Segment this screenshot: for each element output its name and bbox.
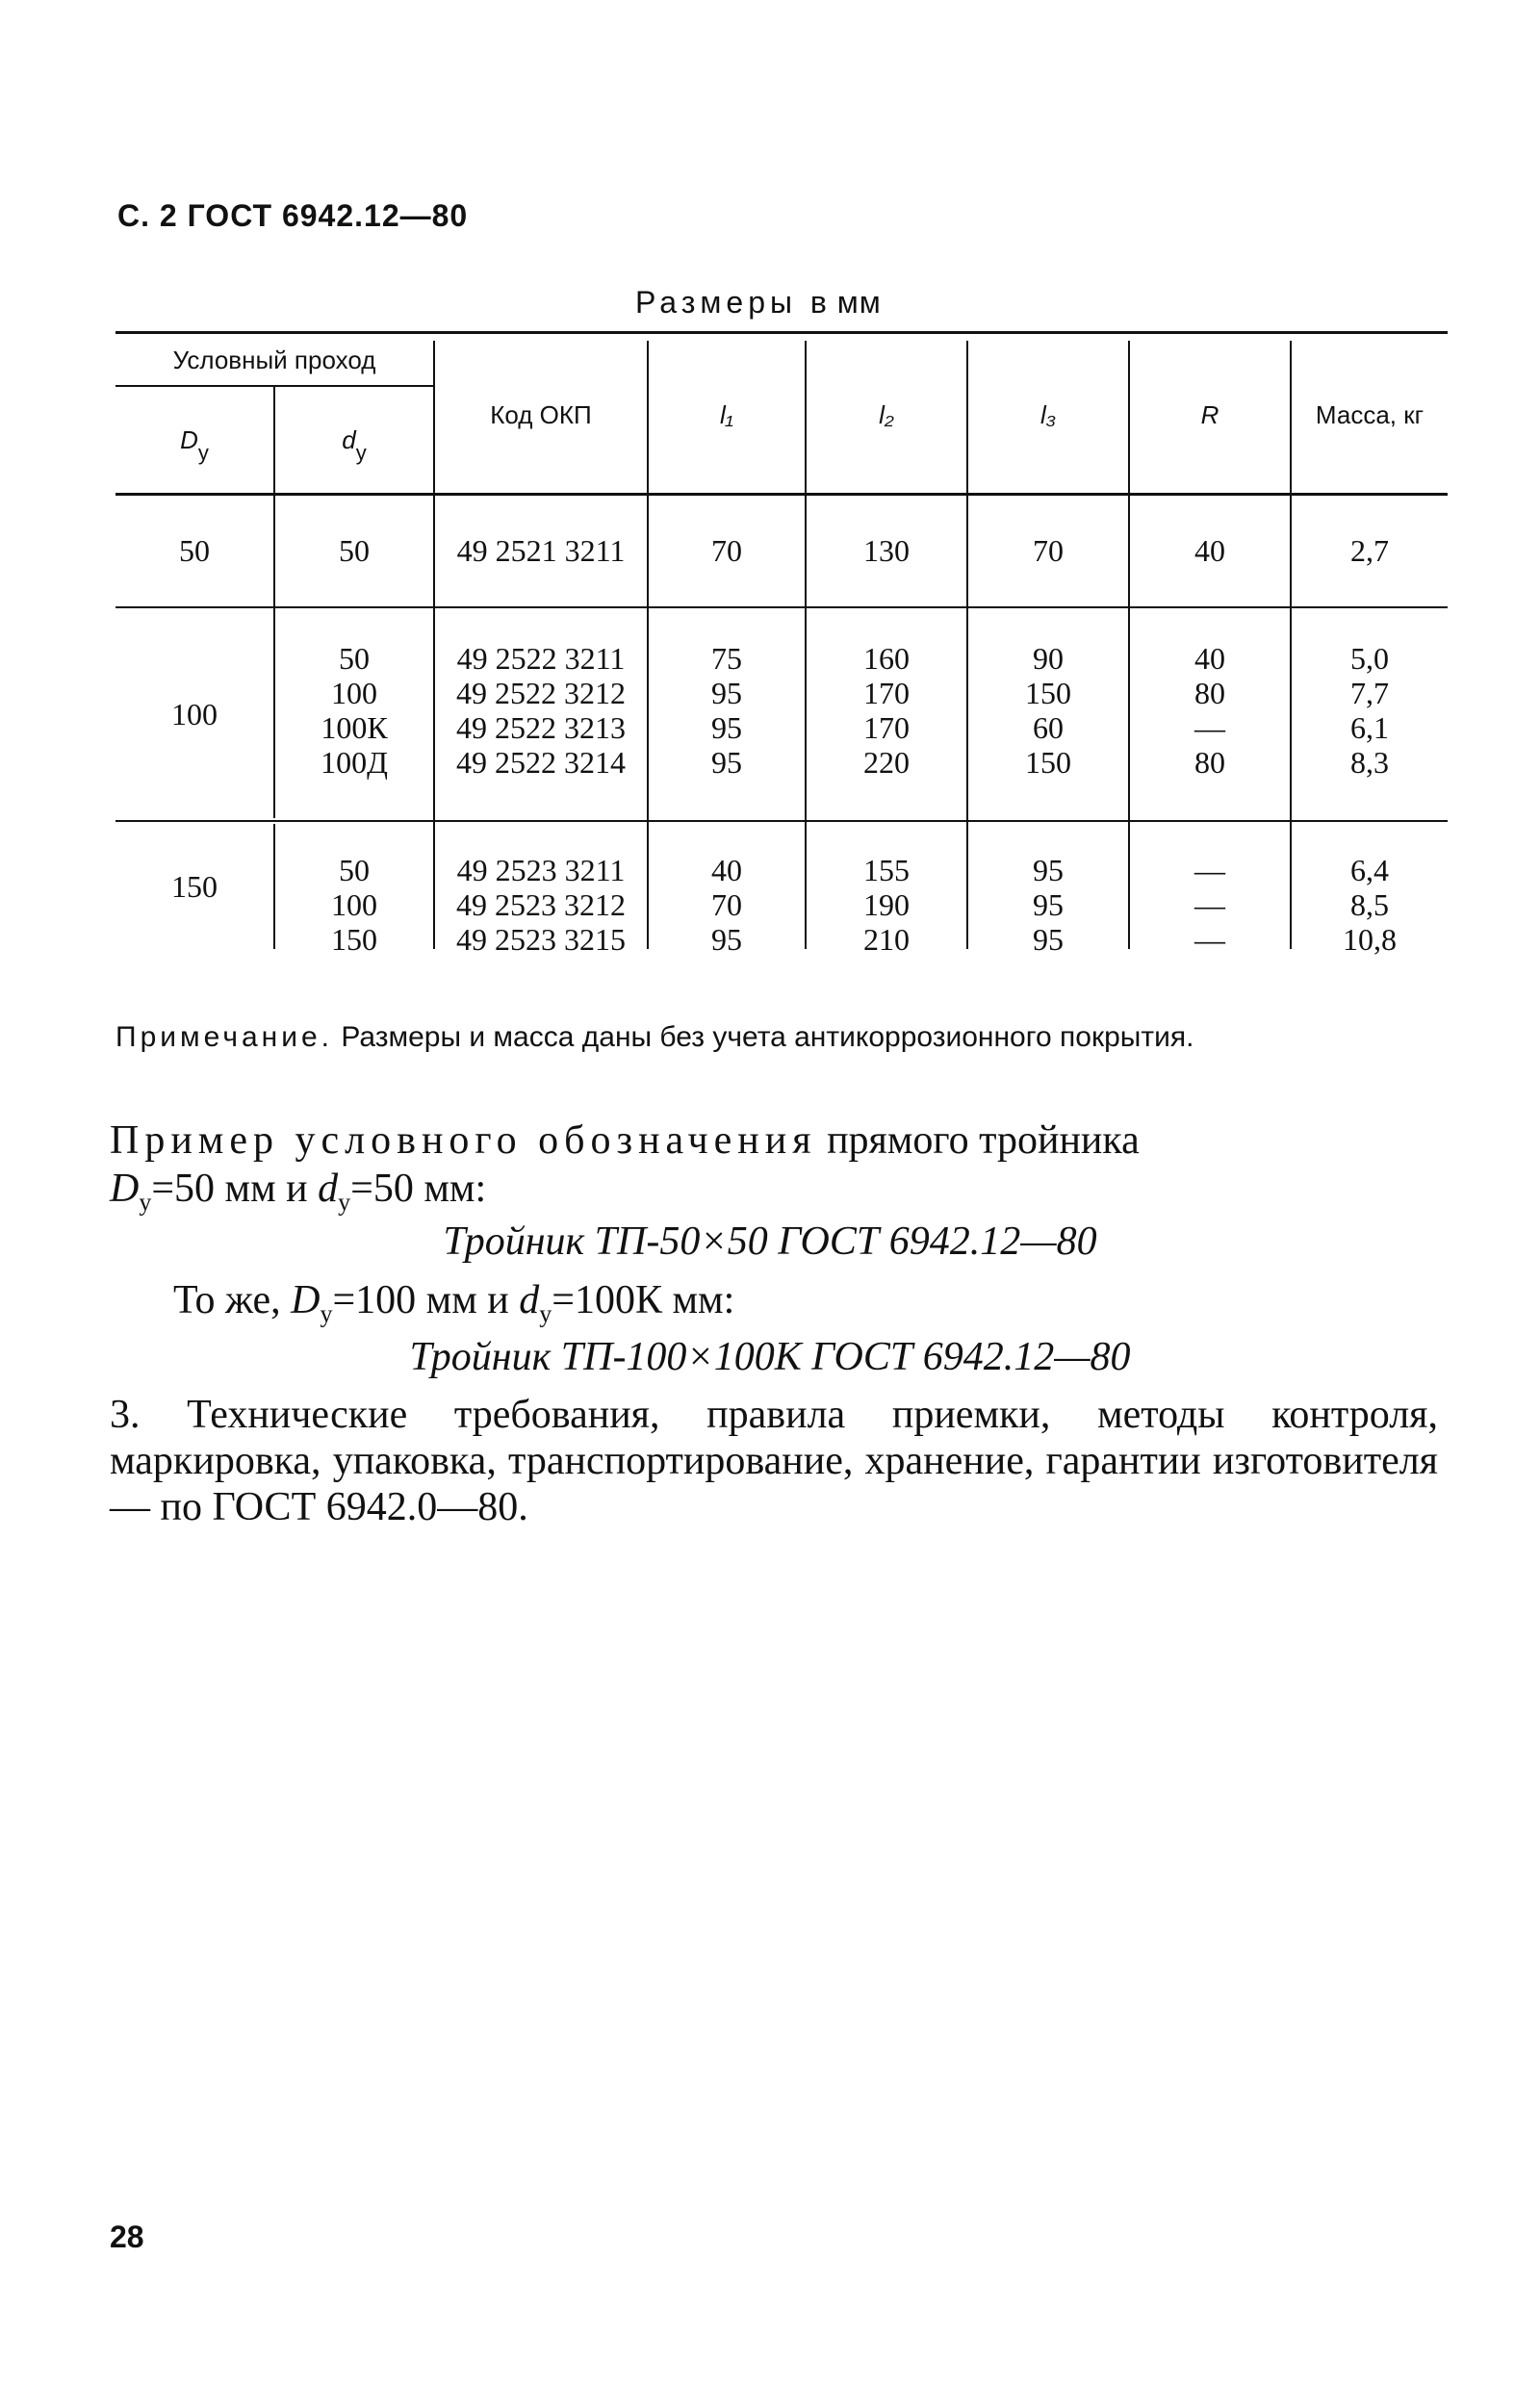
group-3-dy-column bbox=[275, 853, 433, 957]
page-header: С. 2 ГОСТ 6942.12—80 bbox=[117, 198, 469, 233]
table-cell: 100 bbox=[331, 676, 377, 710]
group-3-R-column bbox=[1130, 853, 1290, 957]
section-3-paragraph: 3. Технические требования, правила приемки, методы контроля, маркировка, упаковка, транспортирование, хранение, гарантии изготовителя — по ГОСТ 6942.0—80. bbox=[110, 1393, 1438, 1529]
table-cell: 2,7 bbox=[1350, 533, 1389, 568]
table-cell: 80 bbox=[1194, 745, 1225, 780]
table-cell: — bbox=[1194, 887, 1225, 922]
group-2-dy-column bbox=[275, 641, 433, 780]
table-cell: 95 bbox=[711, 676, 742, 710]
same-Dy-sub: у bbox=[320, 1299, 333, 1328]
table-cell: 90 bbox=[1033, 641, 1064, 676]
table-cell: 60 bbox=[1033, 710, 1064, 745]
group-2-l1-column bbox=[649, 641, 805, 780]
example-dy-symbol: d bbox=[318, 1167, 339, 1211]
header-l3: l₃ bbox=[1040, 400, 1057, 429]
example-Dy-sub: у bbox=[139, 1188, 152, 1217]
group-3-Dy: 150 bbox=[171, 869, 218, 904]
same-c: =100 мм и bbox=[332, 1278, 520, 1322]
table-cell: 49 2521 3211 bbox=[456, 533, 626, 568]
example-line2-d: =50 мм: bbox=[350, 1167, 487, 1211]
table-group-rule-2 bbox=[116, 820, 1448, 822]
same-example-line bbox=[173, 1276, 1502, 1338]
table-cell: 70 bbox=[1033, 533, 1064, 568]
table-cell: 95 bbox=[711, 922, 742, 957]
units-caption bbox=[635, 285, 882, 321]
table-cell: 6,1 bbox=[1350, 710, 1389, 745]
example-line2-b: =50 мм и bbox=[151, 1167, 319, 1211]
group-3-code-column bbox=[435, 853, 647, 957]
table-cell: 8,5 bbox=[1350, 887, 1389, 922]
example-dy-sub: у bbox=[338, 1188, 351, 1217]
same-dy-symbol: d bbox=[519, 1278, 540, 1322]
page-number: 28 bbox=[110, 2219, 144, 2254]
group-3-mass-column bbox=[1292, 853, 1448, 957]
table-cell: 49 2523 3215 bbox=[456, 922, 626, 957]
table-cell: 100К bbox=[321, 710, 388, 745]
same-dy-sub: у bbox=[539, 1299, 552, 1328]
group-2-code-column bbox=[435, 641, 647, 780]
group-2-mass-column bbox=[1292, 641, 1448, 780]
table-cell: 6,4 bbox=[1350, 853, 1389, 887]
table-cell: 170 bbox=[863, 710, 910, 745]
units-label: Размеры bbox=[635, 285, 797, 320]
table-cell: 5,0 bbox=[1350, 641, 1389, 676]
header-mass: Масса, кг bbox=[1315, 400, 1424, 429]
table-cell: 150 bbox=[1025, 676, 1071, 710]
header-okp-code: Код ОКП bbox=[490, 400, 592, 429]
table-cell: 150 bbox=[331, 922, 377, 957]
table-cell: 49 2522 3212 bbox=[456, 676, 626, 710]
header-dy bbox=[275, 387, 433, 493]
table-cell: — bbox=[1194, 710, 1225, 745]
group-2-l2-column bbox=[807, 641, 966, 780]
example-intro-spaced: Пример условного обозначения bbox=[110, 1118, 817, 1163]
table-cell: 50 bbox=[339, 533, 370, 568]
table-cell: 220 bbox=[863, 745, 910, 780]
same-e: =100К мм: bbox=[552, 1278, 735, 1322]
group-3-l1-column bbox=[649, 853, 805, 957]
header-Dy-sub: у bbox=[197, 441, 209, 465]
table-cell: 130 bbox=[863, 533, 910, 568]
same-a: То же, bbox=[173, 1278, 292, 1322]
table-cell: 155 bbox=[863, 853, 910, 887]
table-cell: 8,3 bbox=[1350, 745, 1389, 780]
table-cell: 150 bbox=[1025, 745, 1071, 780]
table-cell: 100 bbox=[331, 887, 377, 922]
group-2-R-column bbox=[1130, 641, 1290, 780]
example-intro-rest: прямого тройника bbox=[827, 1118, 1140, 1163]
table-cell: 40 bbox=[1194, 533, 1225, 568]
header-R: R bbox=[1200, 400, 1219, 429]
table-cell: 40 bbox=[1194, 641, 1225, 676]
header-Dy-main: D bbox=[180, 425, 198, 454]
group-2-Dy: 100 bbox=[171, 697, 218, 731]
header-nominal-bore: Условный проход bbox=[172, 346, 376, 374]
table-note bbox=[116, 1020, 1444, 1055]
header-l2: l₂ bbox=[879, 400, 894, 429]
table-cell: 95 bbox=[1033, 887, 1064, 922]
table-cell: — bbox=[1194, 922, 1225, 957]
table-cell: 95 bbox=[1033, 922, 1064, 957]
table-cell: 49 2523 3211 bbox=[456, 853, 626, 887]
example-intro bbox=[110, 1116, 1438, 1226]
table-cell: 49 2523 3212 bbox=[456, 887, 626, 922]
table-cell: 95 bbox=[711, 710, 742, 745]
group-1-Dy: 50 bbox=[179, 533, 210, 568]
header-Dy bbox=[116, 387, 273, 493]
header-dy-main: d bbox=[342, 425, 356, 454]
designation-1: Тройник ТП-50×50 ГОСТ 6942.12—80 bbox=[443, 1219, 1097, 1264]
designation-2: Тройник ТП-100×100К ГОСТ 6942.12—80 bbox=[409, 1335, 1131, 1379]
table-cell: 210 bbox=[863, 922, 910, 957]
table-cell: 40 bbox=[711, 853, 742, 887]
group-2-l3-column bbox=[968, 641, 1128, 780]
table-header-rule bbox=[116, 493, 1448, 496]
note-label: Примечание. bbox=[116, 1021, 333, 1053]
table-cell: 95 bbox=[1033, 853, 1064, 887]
table-cell: — bbox=[1194, 853, 1225, 887]
table-cell: 80 bbox=[1194, 676, 1225, 710]
table-cell: 10,8 bbox=[1343, 922, 1397, 957]
table-cell: 50 bbox=[339, 853, 370, 887]
table-cell: 49 2522 3211 bbox=[456, 641, 626, 676]
header-dy-sub: у bbox=[355, 441, 367, 465]
group-3-l2-column bbox=[807, 853, 966, 957]
table-cell: 70 bbox=[711, 533, 742, 568]
table-cell: 49 2522 3214 bbox=[456, 745, 626, 780]
table-cell: 170 bbox=[863, 676, 910, 710]
dimensions-table bbox=[116, 327, 1448, 1011]
table-cell: 75 bbox=[711, 641, 742, 676]
units-value: в мм bbox=[809, 285, 882, 320]
table-cell: 7,7 bbox=[1350, 676, 1389, 710]
header-l1: l₁ bbox=[720, 400, 733, 429]
table-cell: 160 bbox=[863, 641, 910, 676]
table-cell: 49 2522 3213 bbox=[456, 710, 626, 745]
table-cell: 70 bbox=[711, 887, 742, 922]
table-cell: 100Д bbox=[321, 745, 388, 780]
group-3-l3-column bbox=[968, 853, 1128, 957]
example-Dy-symbol: D bbox=[110, 1167, 140, 1211]
table-cell: 95 bbox=[711, 745, 742, 780]
table-group-rule-1 bbox=[116, 606, 1448, 608]
note-text: Размеры и масса даны без учета антикоррозионного покрытия. bbox=[341, 1021, 1194, 1053]
same-Dy-symbol: D bbox=[291, 1278, 321, 1322]
table-cell: 50 bbox=[339, 641, 370, 676]
table-cell: 190 bbox=[863, 887, 910, 922]
table-top-rule bbox=[116, 331, 1448, 334]
